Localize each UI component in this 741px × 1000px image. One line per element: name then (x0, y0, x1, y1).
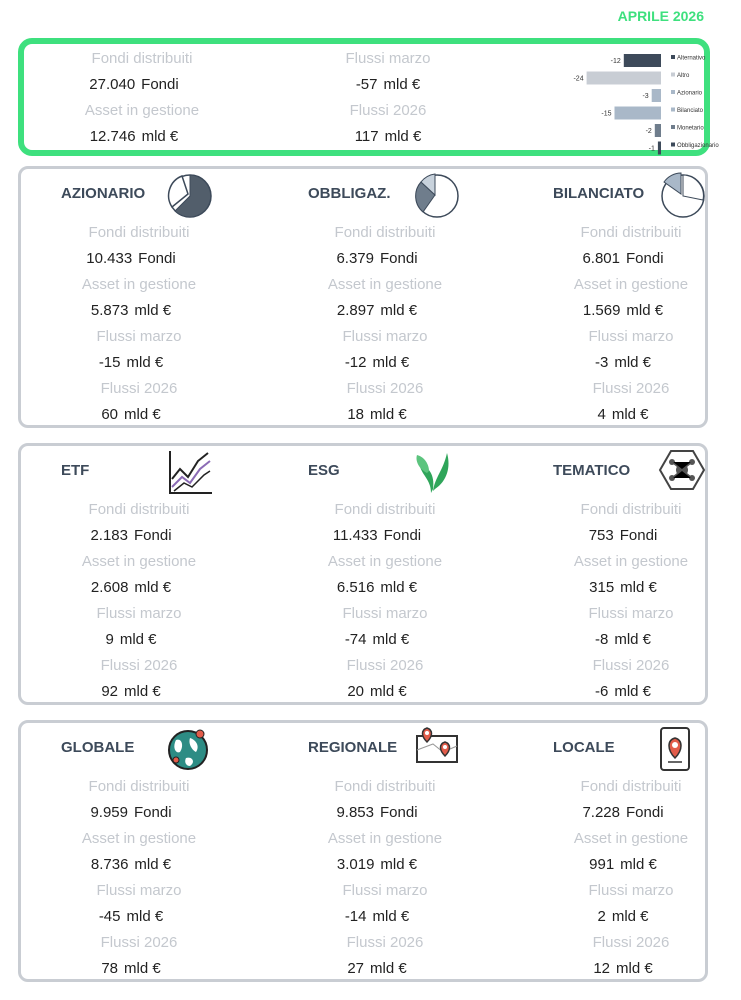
metric-value: 18 mld € (347, 406, 407, 423)
metric-value: -8 mld € (594, 631, 652, 648)
legend-swatch (671, 108, 675, 112)
legend-entry: Azionario (677, 90, 703, 97)
metric-label: Flussi 2026 (592, 934, 670, 951)
metric-value: 2.183 Fondi (90, 527, 172, 544)
bar-value-label: -3 (642, 93, 649, 100)
category-title: ESG (308, 462, 340, 479)
metric-label: Flussi 2026 (346, 380, 424, 397)
metric-label: Flussi marzo (96, 605, 182, 622)
category-title: AZIONARIO (61, 185, 146, 202)
metric-label: Flussi marzo (588, 882, 674, 899)
metric-label: Flussi marzo (588, 328, 674, 345)
metric-label: Flussi 2026 (100, 380, 178, 397)
category-title: REGIONALE (308, 739, 398, 756)
metric-value: 1.569 mld € (582, 302, 664, 319)
bar-altro (587, 72, 661, 85)
metric-value: 7.228 Fondi (582, 804, 664, 821)
metric-label: Flussi 2026 (100, 934, 178, 951)
metric-label: Flussi 2026 (592, 657, 670, 674)
metric-value: 6.379 Fondi (336, 250, 418, 267)
legend-swatch (671, 90, 675, 94)
pie-chart-icon (166, 172, 214, 225)
legend-entry: Alternativo (677, 55, 706, 62)
category-title: OBBLIGAZ. (308, 185, 391, 202)
metric-value: 6.801 Fondi (582, 250, 664, 267)
bar-bilanciato (615, 107, 662, 120)
metric-label: Asset in gestione (327, 553, 443, 570)
metric-label: Fondi distribuiti (580, 501, 682, 518)
metric-value: 20 mld € (347, 683, 407, 700)
map-pins-icon (413, 726, 461, 771)
metric-label: Asset in gestione (327, 830, 443, 847)
bar-value-label: -2 (645, 128, 652, 135)
legend-entry: Altro (677, 73, 690, 79)
metric-label: Fondi distribuiti (88, 224, 190, 241)
metric-label: Asset in gestione (573, 276, 689, 293)
metric-value: 9.853 Fondi (336, 804, 418, 821)
metric-value: 5.873 mld € (90, 302, 172, 319)
metric-value: 2.608 mld € (90, 579, 172, 596)
section-fund-type (18, 443, 708, 705)
legend-swatch (671, 143, 675, 147)
metric-label: Fondi distribuiti (88, 778, 190, 795)
summary-asset-value: 12.746 mld € (89, 128, 179, 145)
metric-label: Fondi distribuiti (334, 778, 436, 795)
metric-value: 3.019 mld € (336, 856, 418, 873)
metric-label: Flussi 2026 (346, 934, 424, 951)
summary-fondi-value: 27.040 Fondi (89, 76, 179, 93)
metric-value: 92 mld € (101, 683, 161, 700)
bar-obbligazionario (658, 142, 661, 155)
section-geography (18, 720, 708, 982)
hexagon-network-icon (659, 449, 705, 496)
metric-value: 9.959 Fondi (90, 804, 172, 821)
metric-value: -6 mld € (594, 683, 652, 700)
legend-swatch (671, 73, 675, 77)
category-title: ETF (61, 462, 90, 479)
legend-entry: Bilanciato (677, 108, 704, 114)
metric-label: Flussi marzo (96, 328, 182, 345)
legend-swatch (671, 55, 675, 59)
metric-value: 6.516 mld € (336, 579, 418, 596)
metric-label: Flussi marzo (96, 882, 182, 899)
leaf-icon (413, 449, 453, 500)
legend-entry: Monetario (677, 125, 704, 132)
metric-value: 9 mld € (105, 631, 157, 648)
metric-label: Asset in gestione (573, 553, 689, 570)
summary-flussi-marzo-label: Flussi marzo (345, 50, 431, 67)
metric-value: 78 mld € (101, 960, 161, 977)
metric-label: Flussi 2026 (346, 657, 424, 674)
summary-asset-label: Asset in gestione (84, 102, 200, 119)
summary-panel (18, 38, 719, 156)
legend-entry: Obbligazionario (677, 143, 719, 149)
metric-value: -74 mld € (344, 631, 410, 648)
metric-label: Flussi marzo (588, 605, 674, 622)
category-title: LOCALE (553, 739, 615, 756)
bar-value-label: -1 (648, 145, 655, 153)
metric-value: 991 mld € (589, 856, 657, 873)
summary-flussi-anno-label: Flussi 2026 (349, 102, 427, 119)
globe-icon (166, 726, 212, 777)
line-chart-icon (166, 449, 214, 502)
metric-label: Flussi 2026 (100, 657, 178, 674)
metric-label: Asset in gestione (573, 830, 689, 847)
bar-value-label: -12 (610, 58, 621, 65)
metric-value: 11.433 Fondi (332, 527, 422, 544)
metric-value: -15 mld € (98, 354, 164, 371)
metric-label: Asset in gestione (81, 276, 197, 293)
metric-value: 10.433 Fondi (86, 250, 176, 267)
location-pin-icon (659, 726, 691, 777)
metric-label: Fondi distribuiti (334, 501, 436, 518)
metric-value: -12 mld € (344, 354, 410, 371)
metric-value: -45 mld € (98, 908, 164, 925)
bar-monetario (655, 124, 661, 137)
metric-label: Fondi distribuiti (88, 501, 190, 518)
metric-label: Asset in gestione (327, 276, 443, 293)
metric-label: Flussi 2026 (592, 380, 670, 397)
section-asset-class (18, 166, 708, 428)
metric-label: Flussi marzo (342, 882, 428, 899)
bar-value-label: -24 (573, 75, 584, 83)
category-title: TEMATICO (553, 462, 631, 479)
metric-label: Asset in gestione (81, 830, 197, 847)
pie-chart-icon (659, 172, 707, 225)
flows-bar-chart (544, 48, 719, 153)
metric-value: 753 Fondi (588, 527, 658, 544)
bar-value-label: -15 (601, 110, 612, 118)
metric-label: Fondi distribuiti (580, 778, 682, 795)
category-title: GLOBALE (61, 739, 135, 756)
metric-value: -14 mld € (344, 908, 410, 925)
metric-label: Asset in gestione (81, 553, 197, 570)
pie-chart-icon (413, 172, 461, 225)
metric-label: Fondi distribuiti (580, 224, 682, 241)
summary-fondi-label: Fondi distribuiti (91, 50, 193, 67)
metric-label: Flussi marzo (342, 328, 428, 345)
metric-label: Fondi distribuiti (334, 224, 436, 241)
category-title: BILANCIATO (553, 185, 645, 202)
metric-value: 2 mld € (597, 908, 649, 925)
report-date: APRILE 2026 (617, 8, 704, 24)
metric-value: 60 mld € (101, 406, 161, 423)
metric-value: 12 mld € (593, 960, 653, 977)
bar-alternativo (624, 54, 661, 67)
metric-value: 2.897 mld € (336, 302, 418, 319)
legend-swatch (671, 125, 675, 129)
metric-value: 27 mld € (347, 960, 407, 977)
metric-label: Flussi marzo (342, 605, 428, 622)
summary-flussi-marzo-value: -57 mld € (355, 76, 421, 93)
summary-flussi-anno-value: 117 mld € (354, 128, 422, 145)
metric-value: 315 mld € (589, 579, 657, 596)
metric-value: 8.736 mld € (90, 856, 172, 873)
bar-azionario (652, 89, 661, 102)
metric-value: 4 mld € (597, 406, 649, 423)
metric-value: -3 mld € (594, 354, 652, 371)
